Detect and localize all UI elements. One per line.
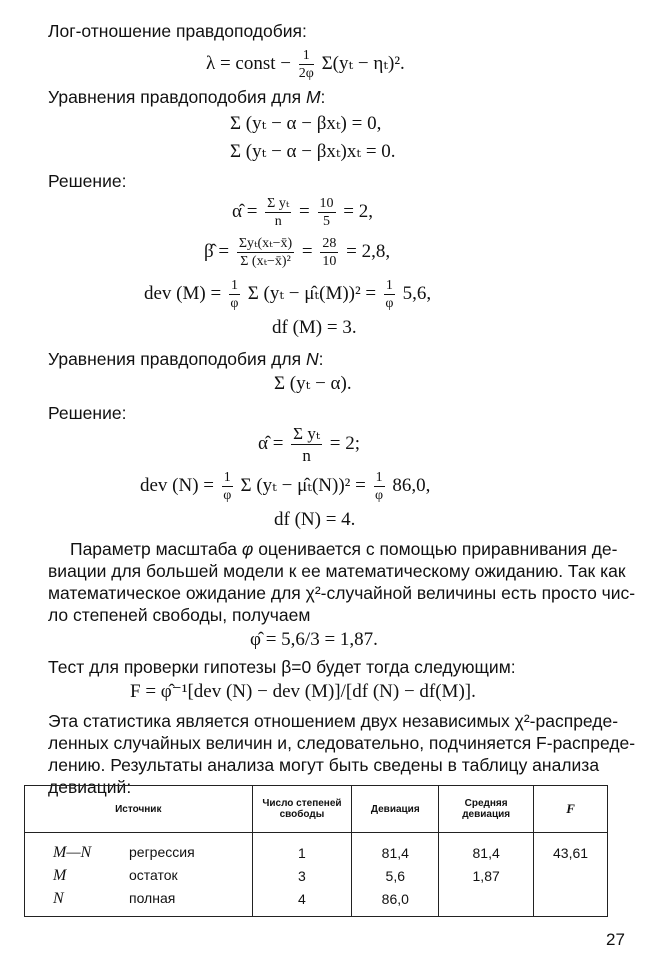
fraction: [229, 278, 240, 311]
fraction: [318, 196, 336, 229]
text-line: ло степеней свободы, получаем: [48, 605, 311, 625]
fraction-denominator: φ: [385, 296, 394, 311]
text-fragment: Уравнения правдоподобия для: [48, 349, 302, 369]
formula-part: dev (N) =: [140, 474, 215, 496]
table-cell: 4: [252, 887, 352, 917]
fraction-numerator: 1: [230, 278, 238, 293]
text-line: лению. Результаты анализа могут быть сведены в таблицу анализа: [48, 755, 600, 775]
formula-eqN: Σ (yₜ − α).: [274, 373, 352, 394]
table-header-cell: Девиация: [352, 786, 439, 833]
table-cell: 81,4: [439, 833, 534, 865]
variable: N: [305, 349, 319, 369]
table-header-cell: Средняя девиация: [439, 786, 534, 833]
text-line: Решение:: [48, 171, 127, 191]
table-cell-source: [25, 887, 253, 917]
table-cell: [439, 887, 534, 917]
table-cell: 3: [252, 864, 352, 887]
text-line: ленных случайных величин и, следовательно, подчиняется F-распреде-: [48, 733, 636, 753]
formula-part: α̂ =: [232, 200, 258, 222]
table-cell: 81,4: [352, 833, 439, 865]
formula-eqM2: Σ (yₜ − α − βxₜ)xₜ = 0.: [230, 141, 396, 162]
text-line: виации для большей модели к ее математическому ожиданию. Так как: [48, 561, 626, 581]
table-cell: 86,0: [352, 887, 439, 917]
fraction-denominator: φ: [223, 488, 232, 503]
fraction-numerator: 1: [375, 470, 383, 485]
formula-part: β̂ =: [204, 240, 230, 262]
table-cell: 43,61: [534, 833, 608, 865]
deviance-table: [24, 785, 608, 917]
formula-part: 86,0,: [392, 474, 431, 496]
formula-part: dev (M) =: [144, 282, 222, 304]
formula-part: Σ (yₜ − μ̂ₜ(N))² =: [240, 474, 366, 496]
formula-part: 5,6,: [402, 282, 432, 304]
table-row: [25, 864, 608, 887]
formula-part: λ = const −: [206, 52, 291, 74]
table-cell: 5,6: [352, 864, 439, 887]
text-line: Уравнения правдоподобия для N:: [48, 349, 324, 369]
text-line: [70, 538, 617, 560]
text-line: математическое ожидание для χ²-случайной величины есть просто чис-: [48, 583, 636, 603]
fraction-denominator: 5: [323, 214, 330, 229]
formula-eqM1: Σ (yₜ − α − βxₜ) = 0,: [230, 113, 382, 134]
variable: M: [305, 87, 321, 107]
table-cell: [534, 887, 608, 917]
formula-dev-M: [144, 278, 431, 311]
formula-df-N: df (N) = 4.: [274, 509, 356, 530]
text-line: девиаций:: [48, 777, 132, 797]
text-fragment: оценивается с помощью приравнивания де-: [258, 539, 618, 559]
fraction-numerator: 1: [299, 48, 314, 65]
formula-part: Σ(yₜ − ηₜ)².: [321, 52, 405, 74]
table-cell-name: полная: [129, 889, 176, 906]
formula-df-M: df (M) = 3.: [272, 317, 357, 338]
fraction-denominator: n: [302, 446, 311, 465]
fraction: [222, 470, 233, 503]
formula-dev-N: [140, 470, 430, 503]
text-line: Тест для проверки гипотезы β=0 будет тогда следующим:: [48, 657, 516, 677]
table-row: [25, 833, 608, 865]
fraction: [374, 470, 385, 503]
fraction-numerator: Σ yₜ: [267, 196, 290, 211]
formula-part: = 2,8,: [346, 240, 391, 262]
table-cell-symbol: M—N: [53, 843, 92, 861]
text-fragment: Параметр масштаба: [70, 539, 238, 559]
table-cell: [534, 864, 608, 887]
text-line: Лог-отношение правдоподобия:: [48, 21, 307, 41]
table-cell-source: [25, 864, 253, 887]
table-header-cell: F: [534, 786, 608, 833]
fraction: [299, 48, 314, 81]
table-cell-name: остаток: [129, 866, 178, 883]
table-header-cell: Число степеней свободы: [252, 786, 352, 833]
formula-alpha-N: [258, 424, 360, 465]
fraction-denominator: n: [274, 214, 282, 229]
variable: φ: [241, 539, 254, 559]
text-line: Решение:: [48, 403, 127, 423]
fraction-numerator: 28: [322, 236, 337, 251]
table-cell-symbol: N: [53, 889, 64, 907]
formula-part: = 2,: [343, 200, 373, 222]
text-line: Уравнения правдоподобия для M:: [48, 87, 326, 107]
table-cell-source: [25, 833, 253, 865]
fraction-numerator: 1: [385, 278, 393, 293]
text-line: Эта статистика является отношением двух независимых χ²-распреде-: [48, 711, 619, 731]
table-cell-name: регрессия: [129, 843, 195, 860]
fraction-denominator: 2φ: [298, 66, 314, 81]
table-cell-symbol: M: [53, 866, 67, 884]
fraction-numerator: Σyₜ(xₜ−x̄): [238, 236, 293, 251]
table-header-cell: Источник: [25, 786, 253, 833]
table-cell: 1,87: [439, 864, 534, 887]
table-cell: 1: [252, 833, 352, 865]
page-number: 27: [606, 930, 625, 949]
formula-alpha-M: α̂ = $\frac{\text{Σ yₜ}}{n}$ = $\frac{10}{5}$ = 2,: [232, 196, 373, 229]
formula-part: Σ (yₜ − μ̂ₜ(M))² =: [247, 282, 377, 304]
fraction: [237, 236, 294, 269]
formula-loglik: [206, 48, 405, 81]
formula-F-test: F = φ̂⁻¹[dev (N) − dev (M)]/[df (N) − df(M)].: [130, 681, 476, 702]
table-header-row: [25, 786, 608, 833]
fraction-denominator: Σ (xₜ−x̄)²: [240, 254, 291, 269]
fraction-denominator: φ: [230, 296, 239, 311]
fraction-numerator: 1: [223, 470, 231, 485]
table-row: [25, 887, 608, 917]
formula-part: = 2;: [329, 432, 361, 454]
text-fragment: Уравнения правдоподобия для: [48, 87, 302, 107]
formula-part: α̂ =: [258, 432, 284, 454]
fraction-numerator: Σ yₜ: [293, 424, 321, 443]
fraction-denominator: 10: [322, 254, 337, 269]
fraction-numerator: 10: [319, 196, 334, 211]
fraction: [320, 236, 338, 269]
fraction: [291, 424, 322, 465]
fraction: [384, 278, 395, 311]
formula-beta: β̂ = $\frac{\text{Σyₜ(xₜ−x̄)}}{\text{Σ (xₜ−x̄)²}}$ = $\frac{28}{10}$ = 2,8,: [204, 236, 391, 269]
fraction: [265, 196, 291, 229]
fraction-denominator: φ: [375, 488, 384, 503]
formula-phi-hat: φ̂ = 5,6/3 = 1,87.: [250, 629, 378, 650]
